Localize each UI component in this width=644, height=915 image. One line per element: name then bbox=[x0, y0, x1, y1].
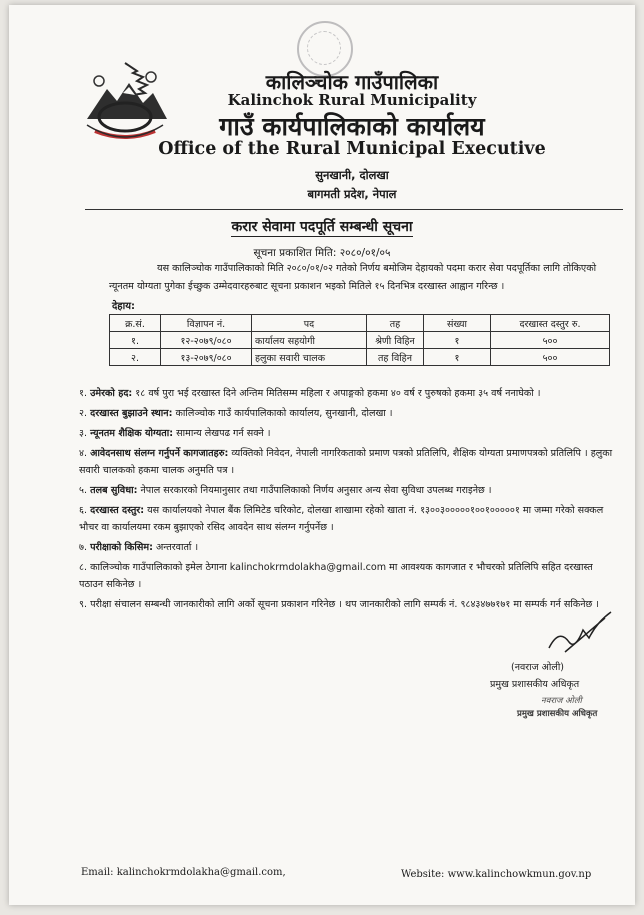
table-cell: हलुका सवारी चालक bbox=[252, 349, 367, 366]
municipality-name-nepali: कालिञ्चोक गाउँपालिका bbox=[265, 70, 439, 94]
table-cell: २. bbox=[110, 349, 161, 366]
table-cell: कार्यालय सहयोगी bbox=[252, 332, 367, 349]
notice-document bbox=[9, 5, 635, 905]
list-item: ७. परीक्षाको किसिम: अन्तरवार्ता । bbox=[79, 542, 199, 553]
list-item: ८. कालिञ्चोक गाउँपालिकाको इमेल ठेगाना kalinchokrmdolakha@gmail.com मा आवश्यक कागजात र भौचरको प्रतिलिपि सहित दरखास्त पठाउन सकिनेछ । bbox=[79, 562, 593, 590]
footer-email: Email: kalinchokrmdolakha@gmail.com, bbox=[81, 867, 286, 878]
municipality-name-english: Kalinchok Rural Municipality bbox=[227, 91, 477, 109]
stamp-name: नवराज ओली bbox=[541, 696, 582, 706]
table-cell: १२-२०७९/०८० bbox=[161, 332, 252, 349]
stamp-role: प्रमुख प्रशासकीय अधिकृत bbox=[517, 709, 598, 719]
intro-paragraph: यस कालिञ्चोक गाउँपालिकाको मिति २०८०/०१/०२ गतेको निर्णय बमोजिम देहायको पदमा करार सेवा पदपूर्तिका लागि तोकिएको न्यूनतम योग्यता पुगेका ईच्छुक उम्मेदवारहरुबाट सूचना प्रकाशन भइको मितिले १५ दिनभित्र दरखास्त आह्वान गरिन्छ । bbox=[109, 263, 597, 292]
table-header: दरखास्त दस्तुर रु. bbox=[491, 315, 610, 332]
notice-title: करार सेवामा पदपूर्ति सम्बन्धी सूचना bbox=[231, 219, 413, 235]
list-item: ५. तलब सुविधा: नेपाल सरकारको नियमानुसार तथा गाउँपालिकाको निर्णय अनुसार अन्य सेवा सुविधा उपलब्ध गराइनेछ । bbox=[79, 485, 492, 496]
footer-website: Website: www.kalinchowkmun.gov.np bbox=[401, 869, 592, 880]
table-header: तह bbox=[367, 315, 424, 332]
list-item: ४. आवेदनसाथ संलग्न गर्नुपर्ने कागजातहरु: व्यक्तिको निवेदन, नेपाली नागरिकताको प्रमाण पत्रको प्रतिलिपि, शैक्षिक योग्यता प्रमाणपत्रको प्रतिलिपि । हलुका सवारी चालकको हकमा चालक अनुमति पत्र । bbox=[79, 448, 613, 476]
list-item: २. दरखास्त बुझाउने स्थान: कालिञ्चोक गाउँ कार्यपालिकाको कार्यालय, सुनखानी, दोलखा । bbox=[79, 408, 393, 419]
table-cell: १ bbox=[424, 332, 491, 349]
address-line-1: सुनखानी, दोलखा bbox=[315, 168, 389, 182]
table-cell: १३-२०७९/०८० bbox=[161, 349, 252, 366]
table-header: विज्ञापन नं. bbox=[161, 315, 252, 332]
signatory-name: (नवराज ओली) bbox=[511, 662, 565, 673]
header-divider bbox=[85, 209, 623, 210]
office-name-english: Office of the Rural Municipal Executive bbox=[158, 139, 546, 159]
list-item: १. उमेरको हद: १८ वर्ष पुरा भई दरखास्त दिने अन्तिम मितिसम्म महिला र अपाङ्गको हकमा ४० वर्ष र पुरुषको हकमा ३५ वर्ष ननाघेको । bbox=[79, 388, 541, 399]
office-name-nepali: गाउँ कार्यपालिकाको कार्यालय bbox=[219, 112, 485, 141]
table-cell: १. bbox=[110, 332, 161, 349]
table-cell: १ bbox=[424, 349, 491, 366]
signature-icon bbox=[545, 608, 615, 658]
signatory-role: प्रमुख प्रशासकीय अधिकृत bbox=[490, 679, 580, 690]
list-item: ९. परीक्षा संचालन सम्बन्धी जानकारीको लागि अर्को सूचना प्रकाशन गरिनेछ । थप जानकारीको लागि सम्पर्क नं. ९८४३४७७१७१ मा सम्पर्क गर्न सकिनेछ । bbox=[79, 599, 599, 610]
table-row bbox=[110, 332, 610, 349]
list-item: ६. दरखास्त दस्तुर: यस कार्यालयको नेपाल बैंक लिमिटेड चरिकोट, दोलखा शाखामा रहेको खाता नं. १३००३०००००१००१०००००१ मा जम्मा गरेको सक्कल भौचर वा कार्यालयमा रकम बुझाएको रसिद आवदेन साथ संलग्न गर्नुपर्नेछ । bbox=[79, 505, 604, 533]
detail-label: देहाय: bbox=[112, 301, 136, 312]
table-header: संख्या bbox=[424, 315, 491, 332]
conditions-list bbox=[79, 385, 619, 616]
publish-date: सूचना प्रकाशित मिति: २०८०/०१/०५ bbox=[253, 247, 391, 259]
table-header-row bbox=[110, 315, 610, 332]
table-cell: श्रेणी विहिन bbox=[367, 332, 424, 349]
address-line-2: बागमती प्रदेश, नेपाल bbox=[307, 187, 397, 201]
list-item: ३. न्यूनतम शैक्षिक योग्यता: सामान्य लेखपढ गर्न सक्ने । bbox=[79, 428, 271, 439]
table-cell: ५०० bbox=[491, 332, 610, 349]
vacancy-table bbox=[109, 314, 610, 366]
table-cell: तह विहिन bbox=[367, 349, 424, 366]
table-header: पद bbox=[252, 315, 367, 332]
table-header: क्र.सं. bbox=[110, 315, 161, 332]
table-row bbox=[110, 349, 610, 366]
table-cell: ५०० bbox=[491, 349, 610, 366]
